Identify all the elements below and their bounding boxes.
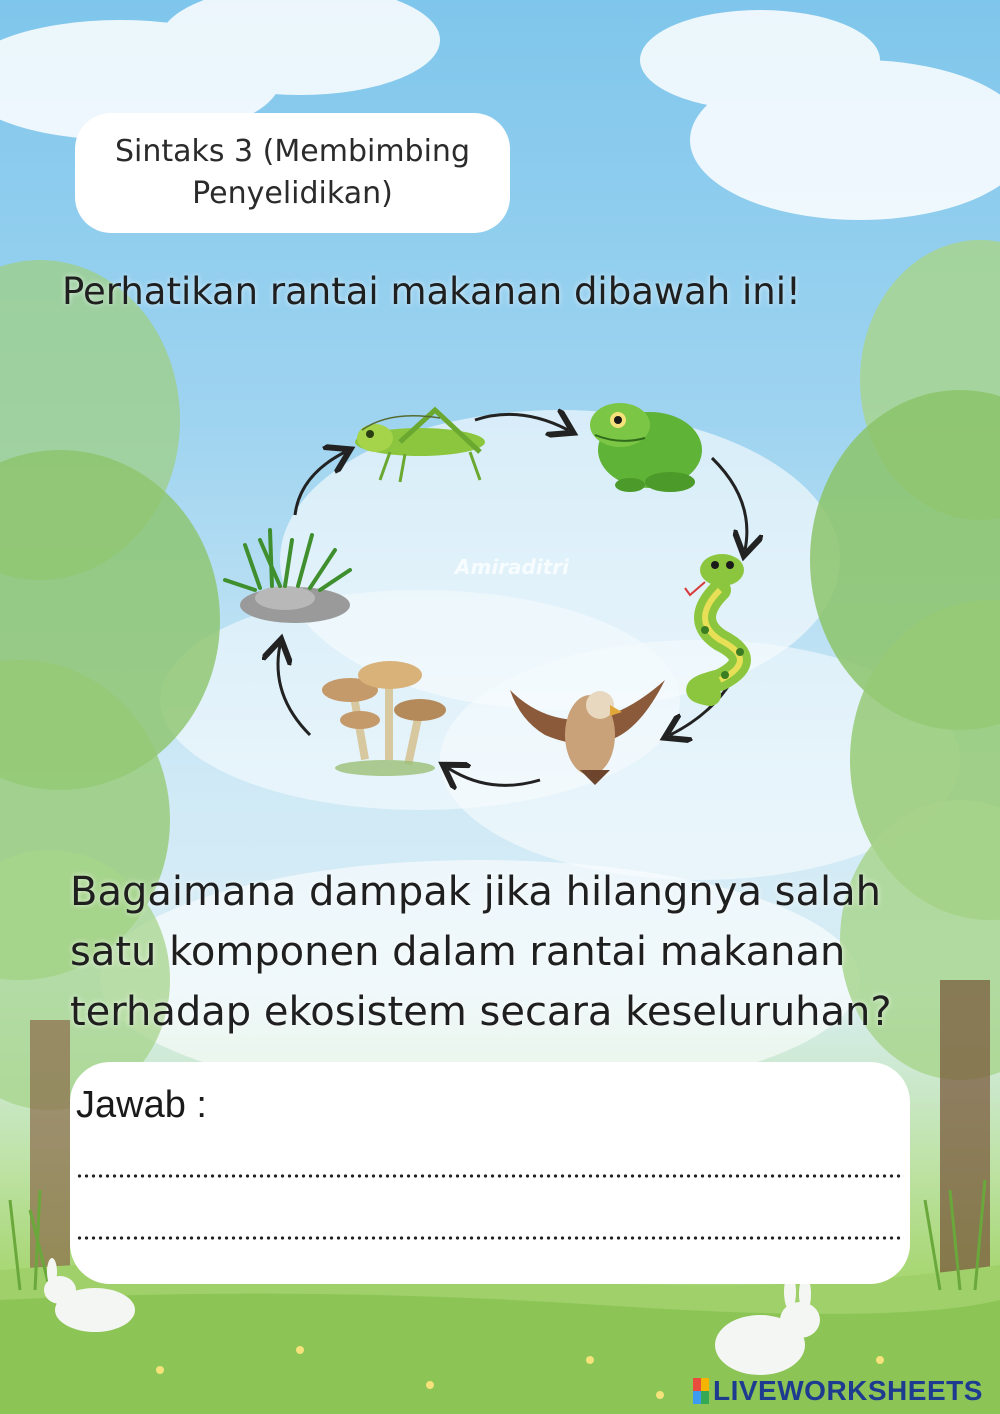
- frog-icon: [590, 403, 702, 492]
- diagram-watermark: Amiraditri: [455, 555, 569, 579]
- syntax-label-box: [75, 113, 510, 233]
- instruction-text: Perhatikan rantai makanan dibawah ini!: [62, 270, 801, 313]
- answer-line-1[interactable]: [76, 1174, 904, 1178]
- arrow-mushroom-to-grass: [278, 645, 310, 735]
- grasshopper-icon: [355, 410, 485, 482]
- grass-icon: [225, 530, 350, 623]
- snake-icon: [685, 554, 744, 695]
- arrow-grasshopper-to-frog: [475, 414, 568, 430]
- answer-line-2[interactable]: [76, 1236, 904, 1240]
- brand-text: LIVEWORKSHEETS: [713, 1375, 983, 1406]
- liveworksheets-logo-icon: [693, 1378, 709, 1404]
- arrow-eagle-to-mushroom: [448, 768, 540, 785]
- question-text: Bagaimana dampak jika hilangnya salah satu komponen dalam rantai makanan terhadap ekosistem secara keseluruhan?: [70, 869, 892, 1035]
- arrow-grass-to-grasshopper: [295, 452, 345, 515]
- eagle-icon: [510, 680, 665, 785]
- food-chain-diagram: [200, 390, 800, 810]
- answer-label: Jawab :: [76, 1084, 207, 1126]
- mushroom-icon: [322, 661, 446, 776]
- syntax-title: Sintaks 3 (Membimbing Penyelidikan): [114, 134, 470, 211]
- answer-box[interactable]: [70, 1062, 910, 1284]
- arrow-frog-to-snake: [712, 458, 747, 550]
- brand-logo: [693, 1373, 983, 1409]
